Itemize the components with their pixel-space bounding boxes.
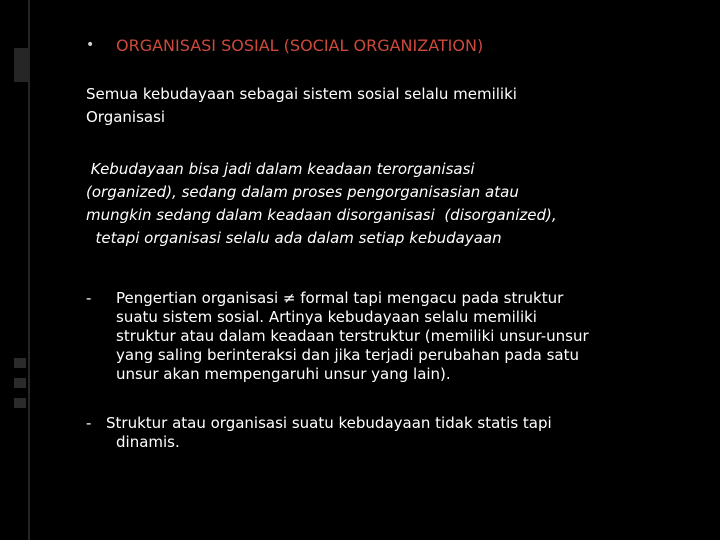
list-item-pengertian: [86, 289, 589, 384]
list-item-line: dinamis.: [116, 433, 180, 451]
list-item-struktur: [86, 414, 552, 452]
paragraph-line: tetapi organisasi selalu ada dalam setiap kebudayaan: [86, 229, 502, 247]
list-item-line: Pengertian organisasi ≠ formal tapi mengacu pada struktur: [116, 289, 564, 307]
paragraph-kebudayaan: [86, 158, 557, 250]
slide-title-row: [86, 34, 483, 56]
paragraph-line: Kebudayaan bisa jadi dalam keadaan terorganisasi: [86, 160, 475, 178]
list-item-line: suatu sistem sosial. Artinya kebudayaan selalu memiliki: [116, 308, 537, 326]
left-divider: [28, 0, 30, 540]
list-item-line: yang saling berinteraksi dan jika terjadi perubahan pada satu: [116, 346, 580, 364]
dash-marker: -: [86, 289, 92, 307]
slide-title: ORGANISASI SOSIAL (SOCIAL ORGANIZATION): [116, 35, 484, 55]
paragraph-line: (organized), sedang dalam proses pengorganisasian atau: [86, 183, 519, 201]
list-item-line: struktur atau dalam keadaan terstruktur (memiliki unsur-unsur: [116, 327, 589, 345]
list-item-line: unsur akan mempengaruhi unsur yang lain).: [116, 365, 451, 383]
decorative-square: [14, 378, 26, 388]
decorative-square: [14, 358, 26, 368]
decorative-block: [14, 48, 28, 82]
decorative-square: [14, 398, 26, 408]
list-item-line: Struktur atau organisasi suatu kebudayaan tidak statis tapi: [106, 414, 552, 432]
paragraph-line: mungkin sedang dalam keadaan disorganisasi (disorganized),: [86, 206, 557, 224]
dash-marker: -: [86, 414, 92, 432]
paragraph-line: Semua kebudayaan sebagai sistem sosial selalu memiliki: [86, 85, 517, 103]
paragraph-organisasi: [86, 83, 517, 129]
title-bullet: •: [86, 37, 95, 53]
paragraph-line: Organisasi: [86, 108, 166, 126]
